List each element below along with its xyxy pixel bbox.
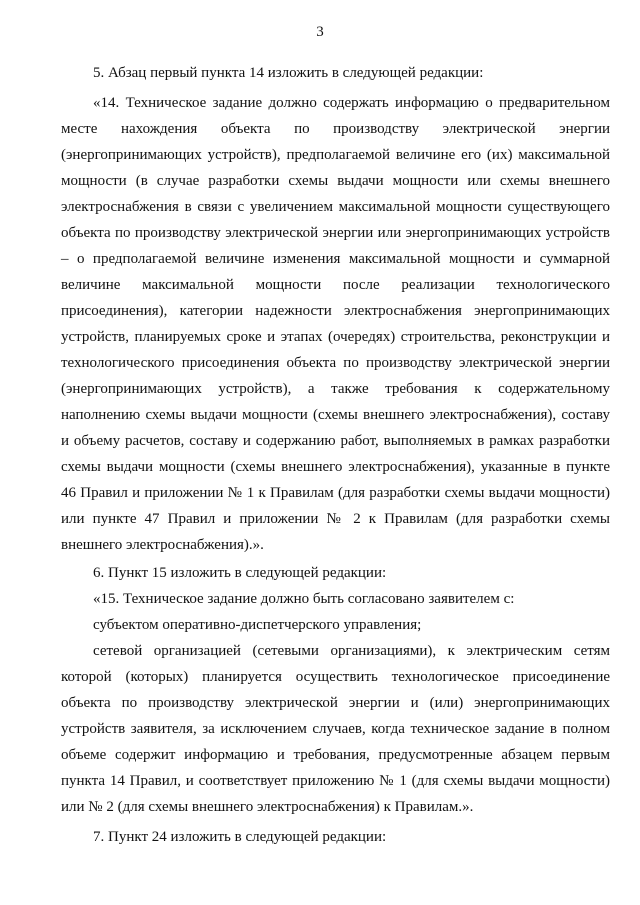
- page-number: 3: [316, 24, 324, 40]
- text-line: объеме содержит информацию и требования, предусмотренные абзацем первым: [61, 747, 610, 763]
- text-line: схемы выдачи мощности (схемы внешнего электроснабжения), указанные в пункте: [61, 459, 610, 475]
- text-line: устройств, планируемых сроке и этапах (очередях) строительства, реконструкции и: [61, 329, 610, 345]
- text-line: величине максимальной мощности после реализации технологического: [61, 277, 610, 293]
- text-line: 5. Абзац первый пункта 14 изложить в следующей редакции:: [93, 65, 484, 81]
- text-line: 6. Пункт 15 изложить в следующей редакции:: [93, 565, 387, 581]
- text-line: внешнего электроснабжения).».: [61, 537, 264, 553]
- text-line: 46 Правил и приложении № 1 к Правилам (для разработки схемы выдачи мощности): [61, 485, 610, 501]
- text-line: или № 2 (для схемы внешнего электроснабжения) к Правилам.».: [61, 799, 474, 815]
- text-line: технологического присоединения объекта по производству электрической энергии: [61, 355, 610, 371]
- text-line: и объему расчетов, составу и содержанию работ, выполняемых в рамках разработки: [61, 433, 610, 449]
- text-line: (энергопринимающих устройств), а также требования к содержательному: [61, 381, 610, 397]
- text-line: мощности (в случае разработки схемы выдачи мощности или схемы внешнего: [61, 173, 610, 189]
- text-line: месте нахождения объекта по производству электрической энергии: [61, 121, 610, 137]
- text-line: (энергопринимающих устройств), предполагаемой величине его (их) максимальной: [61, 147, 610, 163]
- text-line: объекта по производству электрической энергии или энергопринимающих устройств: [61, 225, 610, 241]
- text-line: наполнению схемы выдачи мощности (схемы внешнего электроснабжения), составу: [61, 407, 610, 423]
- text-line: сетевой организацией (сетевыми организациями), к электрическим сетям: [93, 643, 610, 659]
- text-line: пункта 14 Правил, и соответствует приложению № 1 (для схемы выдачи мощности): [61, 773, 610, 789]
- text-line: «15. Техническое задание должно быть согласовано заявителем с:: [93, 591, 515, 607]
- text-line: присоединения), категории надежности электроснабжения энергопринимающих: [61, 303, 610, 319]
- text-line: субъектом оперативно-диспетчерского управления;: [93, 617, 422, 633]
- text-line: – о предполагаемой величине изменения максимальной мощности и суммарной: [61, 251, 610, 267]
- text-line: «14. Техническое задание должно содержать информацию о предварительном: [93, 95, 610, 111]
- text-line: 7. Пункт 24 изложить в следующей редакции:: [93, 829, 387, 845]
- text-line: или пункте 47 Правил и приложении № 2 к Правилам (для разработки схемы: [61, 511, 610, 527]
- text-line: объекта по производству электрической энергии и (или) энергопринимающих: [61, 695, 610, 711]
- text-line: устройств заявителя, за исключением случаев, когда техническое задание в полном: [61, 721, 610, 737]
- text-line: которой (которых) планируется осуществить технологическое присоединение: [61, 669, 610, 685]
- text-line: электроснабжения в связи с увеличением максимальной мощности существующего: [61, 199, 610, 215]
